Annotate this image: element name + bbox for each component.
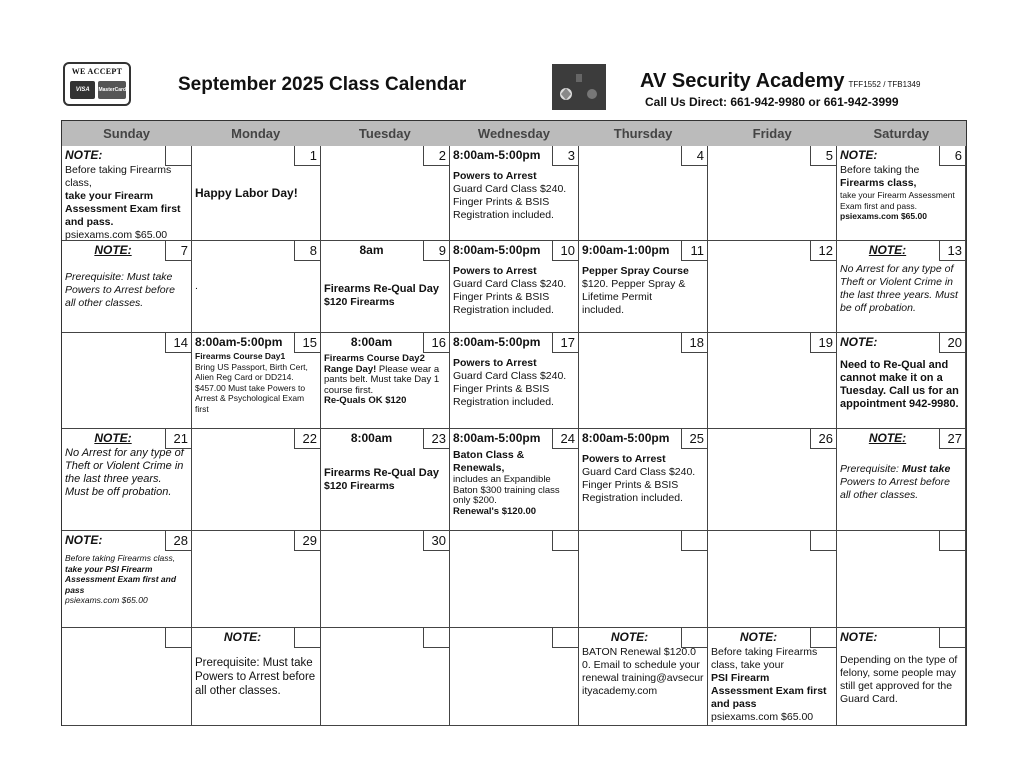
note-text: No Arrest for any type of Theft or Violent Crime in the last three years. Must be off probation. bbox=[840, 263, 958, 314]
day-cell bbox=[192, 146, 321, 241]
day-number-box bbox=[423, 628, 449, 648]
event-time: 8:00am-5:00pm bbox=[582, 431, 670, 445]
note-text: Firearms class, bbox=[840, 177, 917, 189]
note-label: NOTE: bbox=[868, 243, 907, 257]
day-header-sunday: Sunday bbox=[103, 126, 151, 141]
note-text: take your PSI Firearm Assessment Exam first and pass bbox=[65, 563, 177, 595]
event-text: Guard Card Class $240. bbox=[453, 183, 567, 195]
note-text: Prerequisite: bbox=[840, 463, 899, 475]
mastercard-icon: MasterCard bbox=[98, 81, 126, 99]
event-title: Powers to Arrest bbox=[453, 170, 537, 182]
academy-name: AV Security Academy TFF1552 / TFB1349 bbox=[640, 70, 921, 92]
day-number-box bbox=[552, 628, 578, 648]
note-text: Prerequisite: Must take Powers to Arrest before all other classes. bbox=[195, 657, 316, 697]
event-title: Firearms Course Day2 bbox=[324, 353, 425, 364]
event-time: 9:00am-1:00pm bbox=[582, 243, 670, 257]
event-time: 8:00am-5:00pm bbox=[453, 335, 541, 349]
day-cell bbox=[708, 146, 837, 241]
day-cell bbox=[579, 333, 708, 429]
day-cell bbox=[837, 429, 966, 531]
event-text: $120 Firearms bbox=[324, 296, 395, 308]
day-cell bbox=[708, 241, 837, 333]
event-text: Finger Prints & BSIS bbox=[582, 479, 679, 491]
day-cell bbox=[450, 333, 579, 429]
note-label: NOTE: bbox=[94, 431, 132, 445]
day-cell bbox=[321, 531, 450, 628]
day-cell bbox=[450, 146, 579, 241]
note-text: take your Firearm Assessment Exam first and pass. bbox=[65, 190, 181, 228]
day-number: 15 bbox=[294, 333, 320, 353]
day-number: 29 bbox=[294, 531, 320, 551]
badge-title: WE ACCEPT bbox=[71, 67, 123, 76]
event-text: Finger Prints & BSIS bbox=[453, 291, 550, 303]
day-number: 17 bbox=[552, 333, 578, 353]
day-number: 11 bbox=[681, 241, 707, 261]
note-label: NOTE: bbox=[65, 533, 103, 547]
payment-badge bbox=[63, 62, 131, 106]
day-number: 10 bbox=[552, 241, 578, 261]
note-text: Prerequisite: Must take Powers to Arrest before all other classes. bbox=[65, 271, 175, 309]
day-cell bbox=[708, 628, 837, 726]
note-text: Before taking the bbox=[840, 164, 920, 176]
day-number-box bbox=[810, 628, 836, 648]
day-number-box bbox=[810, 531, 836, 551]
day-cell bbox=[62, 429, 192, 531]
note-text: take your Firearm Assessment Exam first and pass. bbox=[840, 190, 955, 211]
day-cell bbox=[62, 146, 192, 241]
day-number: 28 bbox=[165, 531, 191, 551]
note-text: psiexams.com $65.00 bbox=[711, 711, 814, 723]
day-number: 30 bbox=[423, 531, 449, 551]
day-cell bbox=[837, 628, 966, 726]
day-number: 3 bbox=[552, 146, 578, 166]
day-number: 13 bbox=[939, 241, 965, 261]
day-number-box bbox=[552, 531, 578, 551]
day-number: 27 bbox=[939, 429, 965, 449]
day-cell bbox=[450, 628, 579, 726]
event-text: $120 Firearms bbox=[324, 480, 395, 492]
day-header-tuesday: Tuesday bbox=[358, 126, 411, 141]
event-title: Firearms Re-Qual Day bbox=[324, 283, 439, 295]
day-number-box bbox=[939, 628, 965, 648]
event-time: 8am bbox=[359, 243, 384, 257]
day-header-friday: Friday bbox=[752, 126, 792, 141]
day-number: 1 bbox=[294, 146, 320, 166]
event-text: Registration included. bbox=[453, 396, 554, 408]
note-text: psiexams.com $65.00 bbox=[65, 229, 168, 241]
day-cell bbox=[579, 429, 708, 531]
day-number: 14 bbox=[165, 333, 191, 353]
event-text: Registration included. bbox=[453, 209, 554, 221]
day-number: 2 bbox=[423, 146, 449, 166]
day-cell bbox=[321, 628, 450, 726]
note-label: NOTE: bbox=[94, 243, 132, 257]
event-text: $120. Pepper Spray & bbox=[582, 278, 686, 290]
note-text: Need to Re-Qual and cannot make it on a Tuesday. Call us for an appointment 942-9980. bbox=[840, 359, 959, 410]
event-title: Powers to Arrest bbox=[453, 357, 537, 369]
day-number-box bbox=[939, 531, 965, 551]
day-cell bbox=[579, 628, 708, 726]
day-cell bbox=[321, 241, 450, 333]
day-number: 5 bbox=[810, 146, 836, 166]
day-header-monday: Monday bbox=[231, 126, 281, 141]
event-title: Firearms Re-Qual Day bbox=[324, 467, 439, 479]
note-text: PSI Firearm Assessment Exam first and pass bbox=[711, 672, 827, 710]
event-title: Pepper Spray Course bbox=[582, 265, 689, 277]
note-text: Before taking Firearms class, take your bbox=[711, 646, 818, 671]
note-text: psiexams.com $65.00 bbox=[65, 595, 148, 605]
day-cell bbox=[192, 333, 321, 429]
day-cell bbox=[708, 531, 837, 628]
day-number: 18 bbox=[681, 333, 707, 353]
event-text: Re-Quals OK $120 bbox=[324, 395, 407, 406]
day-cell bbox=[837, 146, 966, 241]
event-text: Renewal's $120.00 bbox=[453, 505, 537, 517]
event-text: Range Day! bbox=[324, 363, 377, 375]
day-number: 16 bbox=[423, 333, 449, 353]
note-text: Before taking Firearms class, bbox=[65, 164, 172, 189]
day-header-thursday: Thursday bbox=[613, 126, 673, 141]
day-number-box bbox=[681, 628, 707, 648]
note-text: Powers to Arrest before all other classes. bbox=[840, 476, 950, 501]
note-label: NOTE: bbox=[840, 335, 878, 349]
note-text: BATON Renewal $120.00. Email to schedule your renewal training@avsecurityacademy.com bbox=[582, 646, 704, 697]
note-label: NOTE: bbox=[868, 431, 907, 445]
event-time: 8:00am-5:00pm bbox=[453, 431, 541, 445]
day-cell bbox=[837, 531, 966, 628]
day-cell bbox=[450, 531, 579, 628]
day-number-box bbox=[165, 628, 191, 648]
day-number: 21 bbox=[165, 429, 191, 449]
event-text: includes an Expandible Baton $300 training class only $200. bbox=[453, 474, 560, 506]
event-time: 8:00am bbox=[350, 431, 393, 445]
event-text: Guard Card Class $240. bbox=[582, 466, 696, 478]
day-number: 19 bbox=[810, 333, 836, 353]
day-header-wednesday: Wednesday bbox=[477, 126, 550, 141]
day-number-box bbox=[294, 628, 320, 648]
day-number: 23 bbox=[423, 429, 449, 449]
day-number: 24 bbox=[552, 429, 578, 449]
day-cell bbox=[192, 531, 321, 628]
day-cell bbox=[192, 241, 321, 333]
note-text: Before taking Firearms class, bbox=[65, 553, 176, 563]
day-cell bbox=[62, 531, 192, 628]
event-title: Powers to Arrest bbox=[453, 265, 537, 277]
phone-numbers: Call Us Direct: 661-942-9980 or 661-942-3999 bbox=[645, 95, 899, 109]
day-cell bbox=[62, 333, 192, 429]
day-cell bbox=[579, 241, 708, 333]
day-number: 25 bbox=[681, 429, 707, 449]
day-number: 9 bbox=[423, 241, 449, 261]
event-title: Baton Class & Renewals, bbox=[453, 449, 525, 474]
note-label: NOTE: bbox=[840, 148, 878, 162]
day-cell bbox=[321, 333, 450, 429]
event-text: Happy Labor Day! bbox=[195, 186, 298, 200]
day-number: 22 bbox=[294, 429, 320, 449]
page-title: September 2025 Class Calendar bbox=[178, 74, 467, 95]
day-cell bbox=[450, 241, 579, 333]
event-text: Please wear a pants belt. Must take Day 1 course first. bbox=[324, 363, 440, 396]
event-text: Finger Prints & BSIS bbox=[453, 383, 550, 395]
event-text: Guard Card Class $240. bbox=[453, 278, 567, 290]
event-time: 8:00am-5:00pm bbox=[453, 148, 541, 162]
day-number: 20 bbox=[939, 333, 965, 353]
note-label: NOTE: bbox=[65, 148, 103, 162]
event-text: Bring US Passport, Birth Cert, Alien Reg Card or DD214. $457.00 Must take Powers to Arrest & Psychological Exam first bbox=[195, 361, 308, 414]
academy-logo-icon bbox=[552, 64, 606, 110]
note-label: NOTE: bbox=[840, 630, 878, 644]
event-text: Lifetime Permit bbox=[582, 291, 653, 303]
day-number: 26 bbox=[810, 429, 836, 449]
note-label: NOTE: bbox=[739, 630, 778, 644]
event-text: Registration included. bbox=[453, 304, 554, 316]
note-text: No Arrest for any type of Theft or Violent Crime in the last three years. Must be off probation. bbox=[65, 447, 184, 498]
day-cell bbox=[708, 333, 837, 429]
day-number: 7 bbox=[165, 241, 191, 261]
day-cell bbox=[321, 146, 450, 241]
day-number-box bbox=[165, 146, 191, 166]
day-cell bbox=[62, 241, 192, 333]
day-cell bbox=[450, 429, 579, 531]
license-numbers: TFF1552 / TFB1349 bbox=[848, 80, 921, 89]
weekday-header bbox=[62, 121, 966, 146]
day-number: 6 bbox=[939, 146, 965, 166]
event-title: Powers to Arrest bbox=[582, 453, 666, 465]
note-label: NOTE: bbox=[223, 630, 262, 644]
day-number: 12 bbox=[810, 241, 836, 261]
day-number: 4 bbox=[681, 146, 707, 166]
note-text: Depending on the type of felony, some people may still get approved for the Guard Card. bbox=[840, 654, 958, 705]
event-text: included. bbox=[582, 304, 625, 316]
day-cell bbox=[62, 628, 192, 726]
event-time: 8:00am-5:00pm bbox=[195, 335, 283, 349]
day-cell bbox=[579, 146, 708, 241]
event-text: Registration included. bbox=[582, 492, 683, 504]
day-cell bbox=[579, 531, 708, 628]
note-label: NOTE: bbox=[610, 630, 649, 644]
note-text: Must take bbox=[901, 463, 951, 475]
day-cell bbox=[837, 333, 966, 429]
calendar-grid bbox=[61, 120, 967, 726]
visa-icon: VISA bbox=[70, 81, 95, 99]
day-cell bbox=[192, 429, 321, 531]
event-text: . bbox=[195, 280, 198, 292]
note-text: psiexams.com $65.00 bbox=[840, 211, 927, 221]
day-cell bbox=[192, 628, 321, 726]
day-cell bbox=[708, 429, 837, 531]
event-title: Firearms Course Day1 bbox=[195, 351, 286, 361]
event-time: 8:00am-5:00pm bbox=[453, 243, 541, 257]
day-number: 8 bbox=[294, 241, 320, 261]
event-text: Finger Prints & BSIS bbox=[453, 196, 550, 208]
event-text: Guard Card Class $240. bbox=[453, 370, 567, 382]
day-number-box bbox=[681, 531, 707, 551]
day-header-saturday: Saturday bbox=[873, 126, 930, 141]
day-cell bbox=[837, 241, 966, 333]
event-time: 8:00am bbox=[350, 335, 393, 349]
day-cell bbox=[321, 429, 450, 531]
